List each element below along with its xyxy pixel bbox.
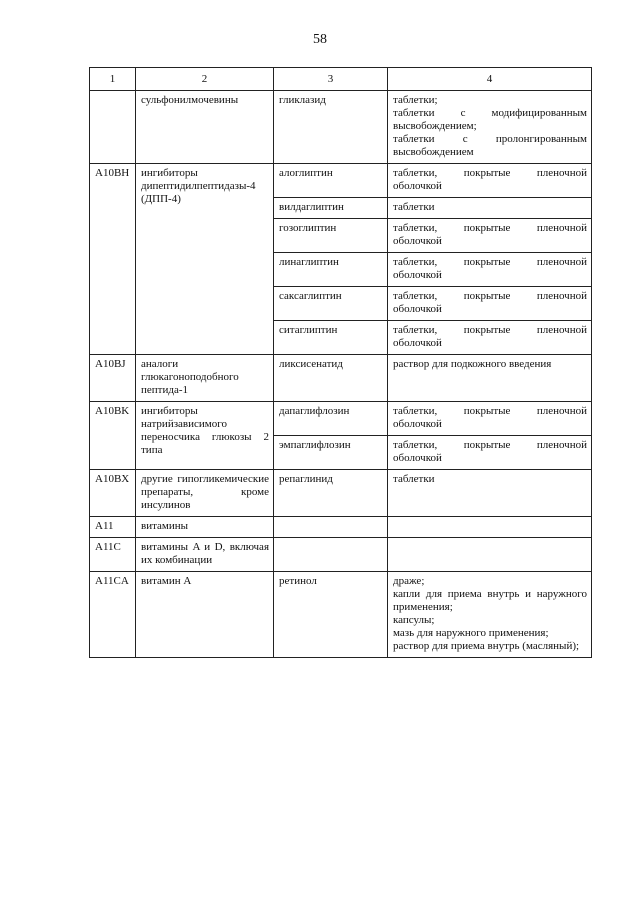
atc-code-cell: A10BK bbox=[90, 402, 136, 470]
pharmacological-group-cell: витамин A bbox=[136, 572, 274, 658]
table-row bbox=[90, 164, 592, 198]
pharmacological-group-cell: ингибиторы дипептидилпептидазы-4 (ДПП-4) bbox=[136, 164, 274, 355]
page-number: 58 bbox=[313, 32, 327, 47]
dosage-form-line: капсулы; bbox=[393, 614, 435, 626]
dosage-form-line: таблетки, покрытые пленочной оболочкой bbox=[393, 167, 587, 192]
drug-name-cell: эмпаглифлозин bbox=[274, 436, 388, 470]
dosage-form-cell bbox=[388, 470, 592, 517]
dosage-form-cell bbox=[388, 517, 592, 538]
dosage-form-line: таблетки, покрытые пленочной оболочкой bbox=[393, 222, 587, 247]
dosage-form-line: таблетки; bbox=[393, 94, 438, 106]
atc-code-cell: A11C bbox=[90, 538, 136, 572]
drug-name-cell: саксаглиптин bbox=[274, 287, 388, 321]
drug-table bbox=[89, 67, 592, 658]
header-col-1: 1 bbox=[90, 68, 136, 91]
drug-name-cell: линаглиптин bbox=[274, 253, 388, 287]
drug-name-cell: ситаглиптин bbox=[274, 321, 388, 355]
dosage-form-line: раствор для подкожного введения bbox=[393, 358, 552, 370]
table-row bbox=[90, 517, 592, 538]
atc-code-cell: A10BH bbox=[90, 164, 136, 355]
drug-name-cell: ретинол bbox=[274, 572, 388, 658]
table-row bbox=[90, 470, 592, 517]
dosage-form-line: таблетки с модифицированным высвобождением; bbox=[393, 107, 587, 132]
dosage-form-cell bbox=[388, 572, 592, 658]
pharmacological-group-cell: витамины bbox=[136, 517, 274, 538]
dosage-form-line: таблетки, покрытые пленочной оболочкой bbox=[393, 290, 587, 315]
dosage-form-line: таблетки, покрытые пленочной оболочкой bbox=[393, 256, 587, 281]
atc-code-cell: A10BJ bbox=[90, 355, 136, 402]
drug-name-cell: дапаглифлозин bbox=[274, 402, 388, 436]
drug-name-cell: репаглинид bbox=[274, 470, 388, 517]
header-row bbox=[90, 68, 592, 91]
dosage-form-cell bbox=[388, 164, 592, 198]
pharmacological-group-cell: сульфонилмочевины bbox=[136, 91, 274, 164]
dosage-form-cell bbox=[388, 321, 592, 355]
table-row bbox=[90, 91, 592, 164]
atc-code-cell bbox=[90, 91, 136, 164]
dosage-form-cell bbox=[388, 436, 592, 470]
dosage-form-cell bbox=[388, 355, 592, 402]
pharmacological-group-cell: аналоги глюкагоноподобного пептида-1 bbox=[136, 355, 274, 402]
dosage-form-cell bbox=[388, 219, 592, 253]
header-col-4: 4 bbox=[388, 68, 592, 91]
drug-name-cell: вилдаглиптин bbox=[274, 198, 388, 219]
dosage-form-cell bbox=[388, 538, 592, 572]
atc-code-cell: A11 bbox=[90, 517, 136, 538]
dosage-form-line: таблетки, покрытые пленочной оболочкой bbox=[393, 405, 587, 430]
atc-code-cell: A10BX bbox=[90, 470, 136, 517]
dosage-form-cell bbox=[388, 287, 592, 321]
dosage-form-cell bbox=[388, 253, 592, 287]
drug-name-cell: ликсисенатид bbox=[274, 355, 388, 402]
dosage-form-line: капли для приема внутрь и наружного применения; bbox=[393, 588, 587, 613]
dosage-form-line: драже; bbox=[393, 575, 425, 587]
pharmacological-group-cell: ингибиторы натрийзависимого переносчика глюкозы 2 типа bbox=[136, 402, 274, 470]
table-body bbox=[90, 91, 592, 658]
header-col-2: 2 bbox=[136, 68, 274, 91]
drug-name-cell bbox=[274, 517, 388, 538]
dosage-form-cell bbox=[388, 91, 592, 164]
drug-name-cell bbox=[274, 538, 388, 572]
dosage-form-line: таблетки, покрытые пленочной оболочкой bbox=[393, 439, 587, 464]
dosage-form-line: мазь для наружного применения; bbox=[393, 627, 549, 639]
dosage-form-cell bbox=[388, 198, 592, 219]
drug-name-cell: гликлазид bbox=[274, 91, 388, 164]
dosage-form-line: таблетки, покрытые пленочной оболочкой bbox=[393, 324, 587, 349]
atc-code-cell: A11CA bbox=[90, 572, 136, 658]
table-row bbox=[90, 572, 592, 658]
table-row bbox=[90, 538, 592, 572]
pharmacological-group-cell: витамины A и D, включая их комбинации bbox=[136, 538, 274, 572]
header-col-3: 3 bbox=[274, 68, 388, 91]
dosage-form-cell bbox=[388, 402, 592, 436]
dosage-form-line: таблетки bbox=[393, 201, 435, 213]
pharmacological-group-cell: другие гипогликемические препараты, кроме инсулинов bbox=[136, 470, 274, 517]
table-row bbox=[90, 355, 592, 402]
table-row bbox=[90, 402, 592, 436]
dosage-form-line: таблетки bbox=[393, 473, 435, 485]
drug-name-cell: алоглиптин bbox=[274, 164, 388, 198]
dosage-form-line: таблетки с пролонгированным высвобождением bbox=[393, 133, 587, 158]
dosage-form-line: раствор для приема внутрь (масляный); bbox=[393, 640, 580, 652]
drug-name-cell: гозоглиптин bbox=[274, 219, 388, 253]
